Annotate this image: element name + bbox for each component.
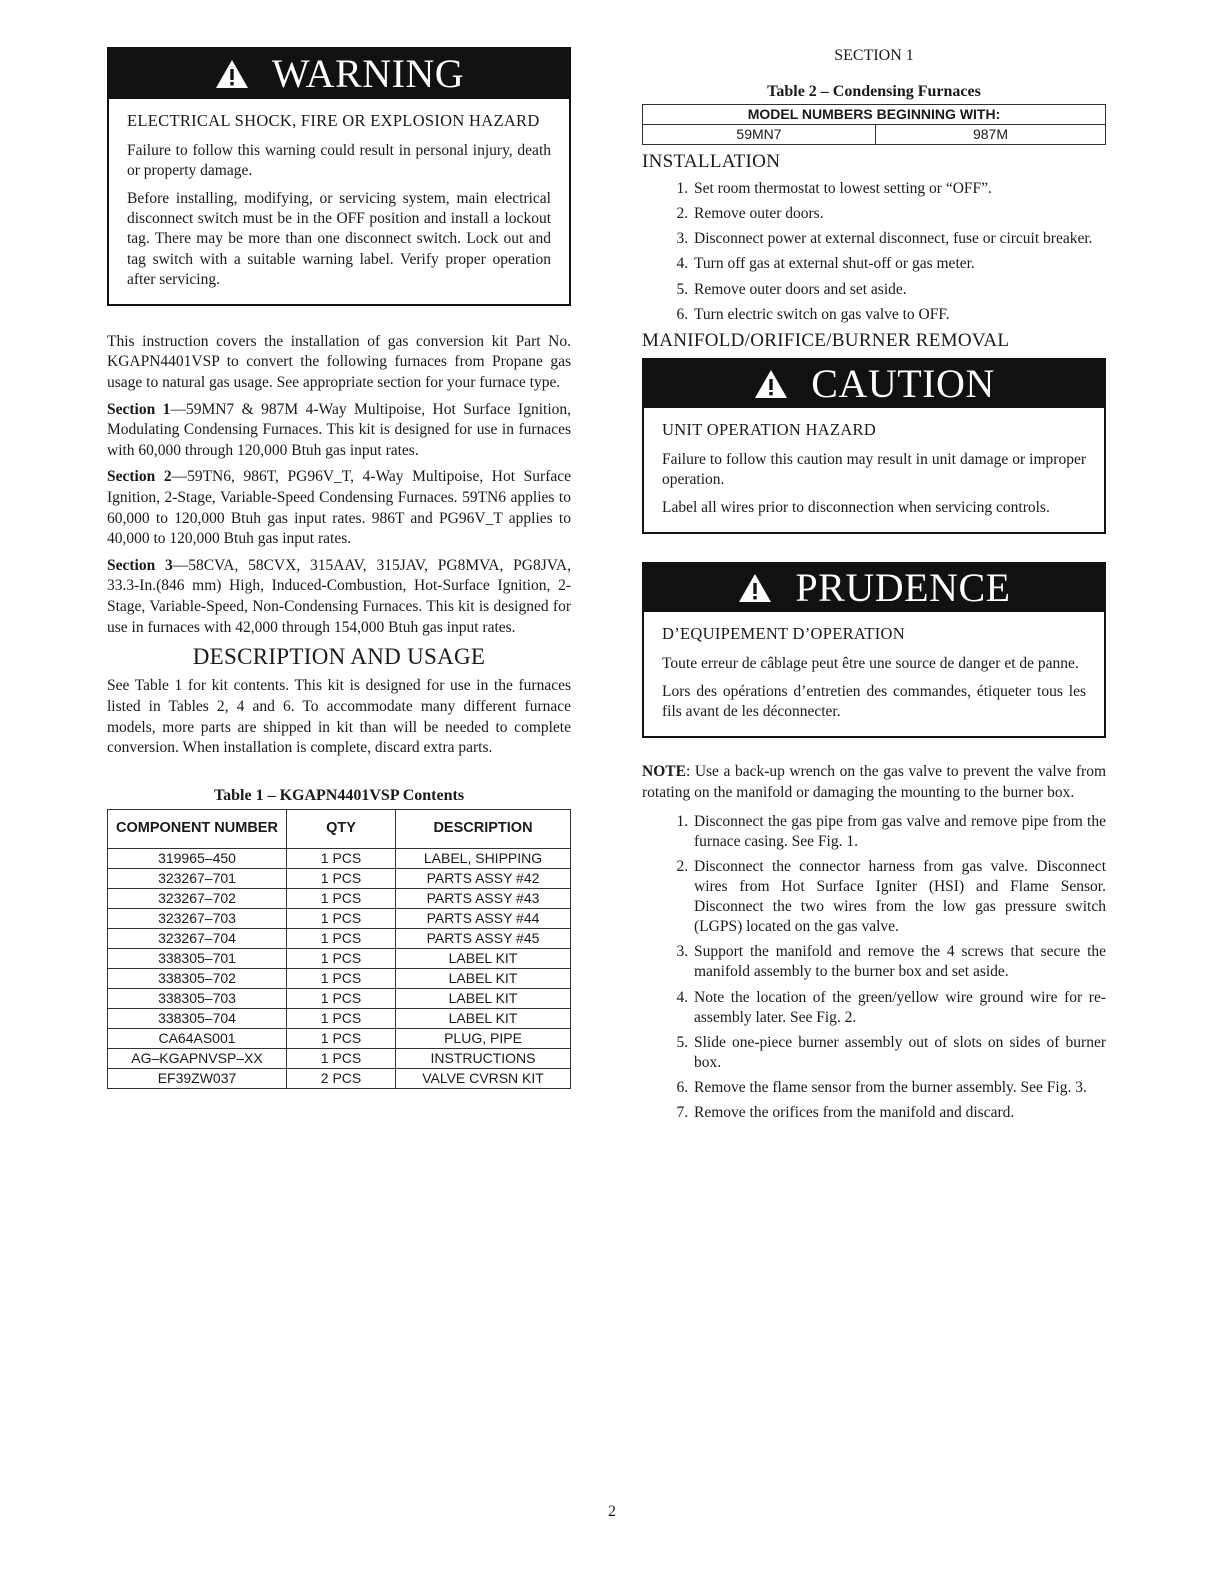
section-3-paragraph	[107, 556, 571, 638]
table-row	[108, 948, 571, 968]
table-row	[108, 1028, 571, 1048]
warning-hazard: ELECTRICAL SHOCK, FIRE OR EXPLOSION HAZARD	[127, 111, 540, 130]
caution-title: CAUTION	[811, 360, 995, 406]
installation-steps	[642, 179, 1106, 325]
table-cell: 1 PCS	[287, 1048, 396, 1068]
prudence-header	[644, 564, 1104, 612]
table-row	[108, 888, 571, 908]
prudence-paragraph: Toute erreur de câblage peut être une source de danger et de panne.	[662, 654, 1079, 672]
list-item: 3. Support the manifold and remove the 4 screws that secure the manifold assembly to the burner box and set aside.	[692, 942, 1106, 982]
table-cell: PLUG, PIPE	[396, 1028, 571, 1048]
caution-paragraph: Label all wires prior to disconnection when servicing controls.	[662, 498, 1050, 516]
table-row	[108, 1068, 571, 1088]
list-item: 5. Slide one-piece burner assembly out of slots on sides of burner box.	[692, 1033, 1106, 1073]
list-item: 2. Remove outer doors.	[692, 204, 1106, 224]
right-column	[642, 47, 1106, 1128]
section-1-label: Section 1	[107, 400, 171, 418]
left-column	[107, 47, 571, 1089]
table-row	[108, 848, 571, 868]
table-2-caption: Table 2 – Condensing Furnaces	[767, 83, 981, 100]
section-1-text: —59MN7 & 987M 4-Way Multipoise, Hot Surface Ignition, Modulating Condensing Furnaces. This kit is designed for use in furnaces with 60,000 through 120,000 Btuh gas input rates.	[107, 400, 572, 459]
prudence-hazard: D’EQUIPEMENT D’OPERATION	[662, 624, 905, 644]
section-1-paragraph	[107, 400, 571, 462]
table-row	[108, 1048, 571, 1068]
table-cell: 338305–704	[108, 1008, 287, 1028]
table-cell: 59MN7	[643, 125, 876, 145]
table-cell: INSTRUCTIONS	[396, 1048, 571, 1068]
table-cell: LABEL, SHIPPING	[396, 848, 571, 868]
list-item: 2. Disconnect the connector harness from gas valve. Disconnect wires from Hot Surface Igniter (HSI) and Flame Sensor. Disconnect the two wires from the low gas pressure switch (LGPS) located on the gas valve.	[692, 857, 1106, 938]
warning-paragraph: Failure to follow this warning could result in personal injury, death or property damage.	[127, 141, 551, 179]
warning-triangle-icon	[214, 58, 250, 90]
table-cell: 338305–702	[108, 968, 287, 988]
list-item: 4. Note the location of the green/yellow wire ground wire for re-assembly later. See Fig. 2.	[692, 988, 1106, 1028]
table-cell: 338305–703	[108, 988, 287, 1008]
table-cell: 1 PCS	[287, 1008, 396, 1028]
column-header: COMPONENT NUMBER	[108, 809, 287, 848]
models-table	[642, 104, 1106, 145]
table-cell: 1 PCS	[287, 968, 396, 988]
kit-table-body	[108, 848, 571, 1088]
table-cell: AG–KGAPNVSP–XX	[108, 1048, 287, 1068]
caution-hazard: UNIT OPERATION HAZARD	[662, 419, 877, 439]
caution-box	[642, 358, 1106, 534]
table-cell: EF39ZW037	[108, 1068, 287, 1088]
table-cell: 1 PCS	[287, 908, 396, 928]
table-cell: 323267–703	[108, 908, 287, 928]
caution-triangle-icon	[753, 368, 789, 400]
table-row	[108, 928, 571, 948]
caution-header	[644, 360, 1104, 408]
table-cell: LABEL KIT	[396, 988, 571, 1008]
table-cell: 1 PCS	[287, 988, 396, 1008]
table-cell: CA64AS001	[108, 1028, 287, 1048]
list-item: 5. Remove outer doors and set aside.	[692, 280, 1106, 300]
prudence-box	[642, 562, 1106, 738]
list-item: 1. Set room thermostat to lowest setting or “OFF”.	[692, 179, 1106, 199]
table-row	[108, 988, 571, 1008]
table-cell: 1 PCS	[287, 948, 396, 968]
warning-body	[109, 99, 569, 304]
column-header: QTY	[287, 809, 396, 848]
table-cell: 323267–704	[108, 928, 287, 948]
table-cell: PARTS ASSY #42	[396, 868, 571, 888]
table-cell: 1 PCS	[287, 1028, 396, 1048]
table-cell: 323267–701	[108, 868, 287, 888]
section-title: SECTION 1	[834, 47, 914, 64]
table-cell: 987M	[876, 125, 1106, 145]
note-paragraph	[642, 762, 1106, 803]
column-header: MODEL NUMBERS BEGINNING WITH:	[643, 105, 1106, 125]
prudence-title: PRUDENCE	[795, 565, 1011, 611]
column-header: DESCRIPTION	[396, 809, 571, 848]
caution-body	[644, 408, 1104, 532]
caution-paragraph: Failure to follow this caution may result in unit damage or improper operation.	[662, 450, 1086, 488]
description-paragraph: See Table 1 for kit contents. This kit is designed for use in the furnaces listed in Tables 2, 4 and 6. To accommodate many different furnace models, more parts are shipped in kit than will be needed to complete conversion. When installation is complete, discard extra parts.	[107, 677, 571, 757]
section-3-text: —58CVA, 58CVX, 315AAV, 315JAV, PG8MVA, PG8JVA, 33.3-In.(846 mm) High, Induced-Combustion, Hot-Surface Ignition, 2-Stage, Variable-Speed, Non-Condensing Furnaces. This kit is designed for use in furnaces with 42,000 through 154,000 Btuh gas input rates.	[107, 556, 571, 636]
table-cell: VALVE CVRSN KIT	[396, 1068, 571, 1088]
section-2-label: Section 2	[107, 468, 172, 486]
table-cell: LABEL KIT	[396, 948, 571, 968]
note-label: NOTE	[642, 763, 686, 781]
warning-title: WARNING	[271, 51, 465, 96]
list-item: 6. Remove the flame sensor from the burner assembly. See Fig. 3.	[692, 1078, 1106, 1098]
section-2-paragraph	[107, 467, 571, 549]
table-cell: PARTS ASSY #43	[396, 888, 571, 908]
table-cell: LABEL KIT	[396, 1008, 571, 1028]
table-row	[108, 908, 571, 928]
table-row	[108, 868, 571, 888]
table-cell: 1 PCS	[287, 928, 396, 948]
list-item: 7. Remove the orifices from the manifold and discard.	[692, 1103, 1106, 1123]
table-cell: LABEL KIT	[396, 968, 571, 988]
table-row	[108, 1008, 571, 1028]
warning-box	[107, 47, 571, 306]
prudence-body	[644, 612, 1104, 736]
table-cell: 319965–450	[108, 848, 287, 868]
warning-header	[109, 49, 569, 99]
table-cell: 2 PCS	[287, 1068, 396, 1088]
table-header-row	[643, 105, 1106, 125]
removal-steps	[642, 812, 1106, 1124]
prudence-paragraph: Lors des opérations d’entretien des commandes, étiqueter tous les fils avant de les déconnecter.	[662, 683, 1086, 721]
table-cell: 338305–701	[108, 948, 287, 968]
intro-paragraph: This instruction covers the installation of gas conversion kit Part No. KGAPN4401VSP to convert the following furnaces from Propane gas usage to natural gas usage. See appropriate section for your furnace type.	[107, 332, 571, 391]
page-number: 2	[608, 1503, 616, 1520]
table-cell: 323267–702	[108, 888, 287, 908]
table-row	[643, 125, 1106, 145]
warning-paragraph: Before installing, modifying, or servicing system, main electrical disconnect switch must be in the OFF position and install a lockout tag. There may be more than one disconnect switch. Lock out and tag switch with a suitable warning label. Verify proper operation after servicing.	[127, 190, 551, 288]
section-3-label: Section 3	[107, 556, 173, 574]
list-item: 3. Disconnect power at external disconnect, fuse or circuit breaker.	[692, 229, 1106, 249]
table-cell: 1 PCS	[287, 868, 396, 888]
list-item: 6. Turn electric switch on gas valve to OFF.	[692, 305, 1106, 325]
installation-heading: INSTALLATION	[642, 151, 781, 172]
note-text: : Use a back-up wrench on the gas valve to prevent the valve from rotating on the manifold or damaging the mounting to the burner box.	[642, 763, 1106, 801]
section-2-text: —59TN6, 986T, PG96V_T, 4-Way Multipoise, Hot Surface Ignition, 2-Stage, Variable-Speed Condensing Furnaces. 59TN6 applies to 60,000 to 120,000 Btuh gas input rates. 986T and PG96V_T applies to 40,000 to 120,000 Btuh gas input rates.	[107, 468, 571, 548]
prudence-triangle-icon	[737, 572, 773, 604]
table-cell: PARTS ASSY #44	[396, 908, 571, 928]
table-cell: 1 PCS	[287, 888, 396, 908]
list-item: 1. Disconnect the gas pipe from gas valve and remove pipe from the furnace casing. See Fig. 1.	[692, 812, 1106, 852]
table-1-caption: Table 1 – KGAPN4401VSP Contents	[213, 786, 465, 804]
table-header-row	[108, 809, 571, 848]
table-cell: 1 PCS	[287, 848, 396, 868]
table-row	[108, 968, 571, 988]
description-heading: DESCRIPTION AND USAGE	[192, 644, 486, 670]
table-cell: PARTS ASSY #45	[396, 928, 571, 948]
list-item: 4. Turn off gas at external shut-off or gas meter.	[692, 254, 1106, 274]
kit-contents-table	[107, 809, 571, 1089]
removal-heading: MANIFOLD/ORIFICE/BURNER REMOVAL	[642, 329, 1010, 351]
